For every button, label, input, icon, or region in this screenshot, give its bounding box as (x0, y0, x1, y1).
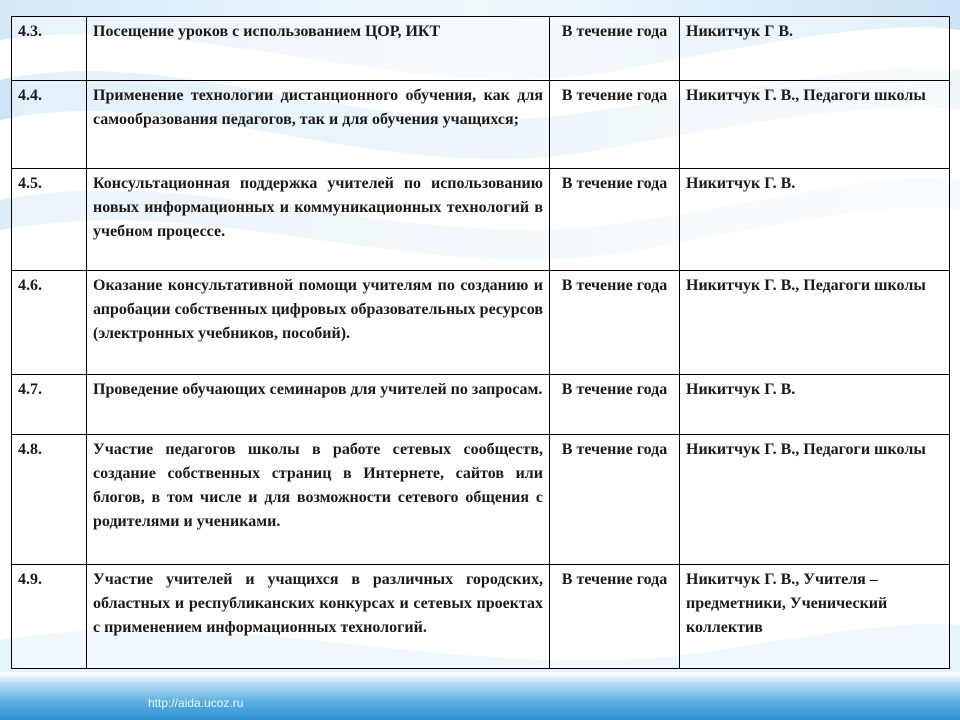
task-cell: Проведение обучающих семинаров для учителей по запросам. (87, 375, 550, 435)
task-cell: Применение технологии дистанционного обучения, как для самообразования педагогов, так и для обучения учащихся; (87, 81, 550, 169)
responsible-cell: Никитчук Г. В., Педагоги школы (680, 81, 950, 169)
term-cell: В течение года (550, 375, 680, 435)
row-number: 4.4. (12, 81, 87, 169)
term-cell: В течение года (550, 81, 680, 169)
row-number: 4.8. (12, 435, 87, 565)
term-cell: В течение года (550, 435, 680, 565)
responsible-cell: Никитчук Г. В., Педагоги школы (680, 271, 950, 375)
activity-plan-table (11, 16, 950, 669)
table-row (12, 435, 950, 565)
term-cell: В течение года (550, 17, 680, 81)
task-cell: Участие учителей и учащихся в различных городских, областных и республиканских конкурсах и сетевых проектах с применением информационных технологий. (87, 565, 550, 669)
table-row (12, 271, 950, 375)
row-number: 4.5. (12, 169, 87, 271)
table-row (12, 17, 950, 81)
table-row (12, 565, 950, 669)
row-number: 4.9. (12, 565, 87, 669)
table-row (12, 81, 950, 169)
term-cell: В течение года (550, 169, 680, 271)
table-row (12, 169, 950, 271)
row-number: 4.6. (12, 271, 87, 375)
footer-band (0, 672, 960, 720)
responsible-cell: Никитчук Г. В., Педагоги школы (680, 435, 950, 565)
term-cell: В течение года (550, 565, 680, 669)
task-cell: Посещение уроков с использованием ЦОР, ИКТ (87, 17, 550, 81)
table-row (12, 375, 950, 435)
task-cell: Консультационная поддержка учителей по использованию новых информационных и коммуникационных технологий в учебном процессе. (87, 169, 550, 271)
row-number: 4.3. (12, 17, 87, 81)
responsible-cell: Никитчук Г. В. (680, 169, 950, 271)
task-cell: Оказание консультативной помощи учителям по созданию и апробации собственных цифровых образовательных ресурсов (электронных учебников, пособий). (87, 271, 550, 375)
term-cell: В течение года (550, 271, 680, 375)
responsible-cell: Никитчук Г. В., Учителя – предметники, Ученический коллектив (680, 565, 950, 669)
responsible-cell: Никитчук Г В. (680, 17, 950, 81)
responsible-cell: Никитчук Г. В. (680, 375, 950, 435)
row-number: 4.7. (12, 375, 87, 435)
task-cell: Участие педагогов школы в работе сетевых сообществ, создание собственных страниц в Интернете, сайтов или блогов, в том числе и для возможности сетевого общения с родителями и учениками. (87, 435, 550, 565)
site-url: http://aida.ucoz.ru (148, 696, 244, 710)
